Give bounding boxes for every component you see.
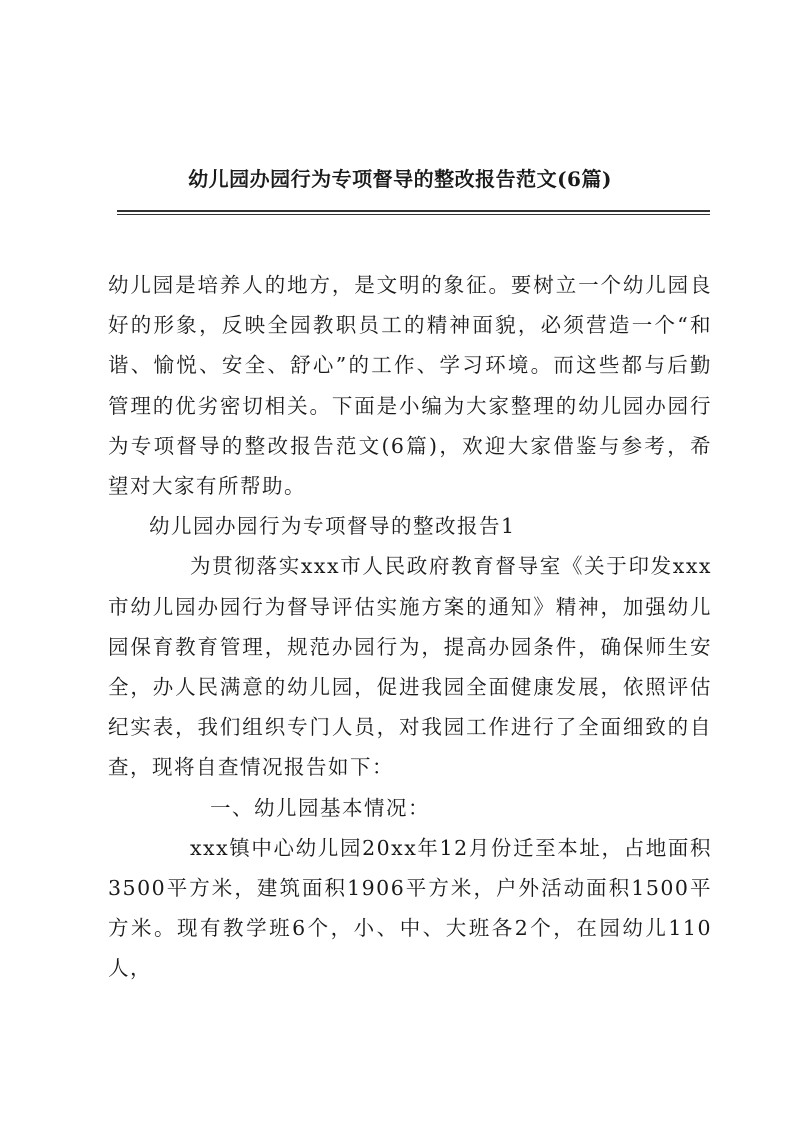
title-divider-thin: [117, 214, 710, 215]
section-heading-1: 一、幼儿园基本情况：: [210, 795, 430, 820]
section-title: 幼儿园办园行为专项督导的整改报告1: [149, 514, 516, 539]
body-paragraph-1: 为贯彻落实xxx市人民政府教育督导室《关于印发xxx市幼儿园办园行为督导评估实施方案的通知》精神，加强幼儿园保育教育管理，规范办园行为，提高办园条件，确保师生安全，办人民满意的幼儿园，促进我园全面健康发展，依照评估纪实表，我们组织专门人员，对我园工作进行了全面细致的自查，现将自查情况报告如下：: [108, 554, 712, 780]
body-paragraph-2: xxx镇中心幼儿园20xx年12月份迁至本址，占地面积3500平方米，建筑面积1906平方米，户外活动面积1500平方米。现有教学班6个，小、中、大班各2个，在园幼儿110人，: [108, 835, 712, 981]
title-divider: [117, 210, 710, 212]
document-body: [108, 265, 712, 989]
document-title: 幼儿园办园行为专项督导的整改报告范文(6篇): [188, 167, 612, 191]
intro-paragraph: 幼儿园是培养人的地方，是文明的象征。要树立一个幼儿园良好的形象，反映全园教职员工的精神面貌，必须营造一个“和谐、愉悦、安全、舒心”的工作、学习环境。而这些都与后勤管理的优劣密切相关。下面是小编为大家整理的幼儿园办园行为专项督导的整改报告范文(6篇)，欢迎大家借鉴与参考，希望对大家有所帮助。: [108, 273, 712, 499]
